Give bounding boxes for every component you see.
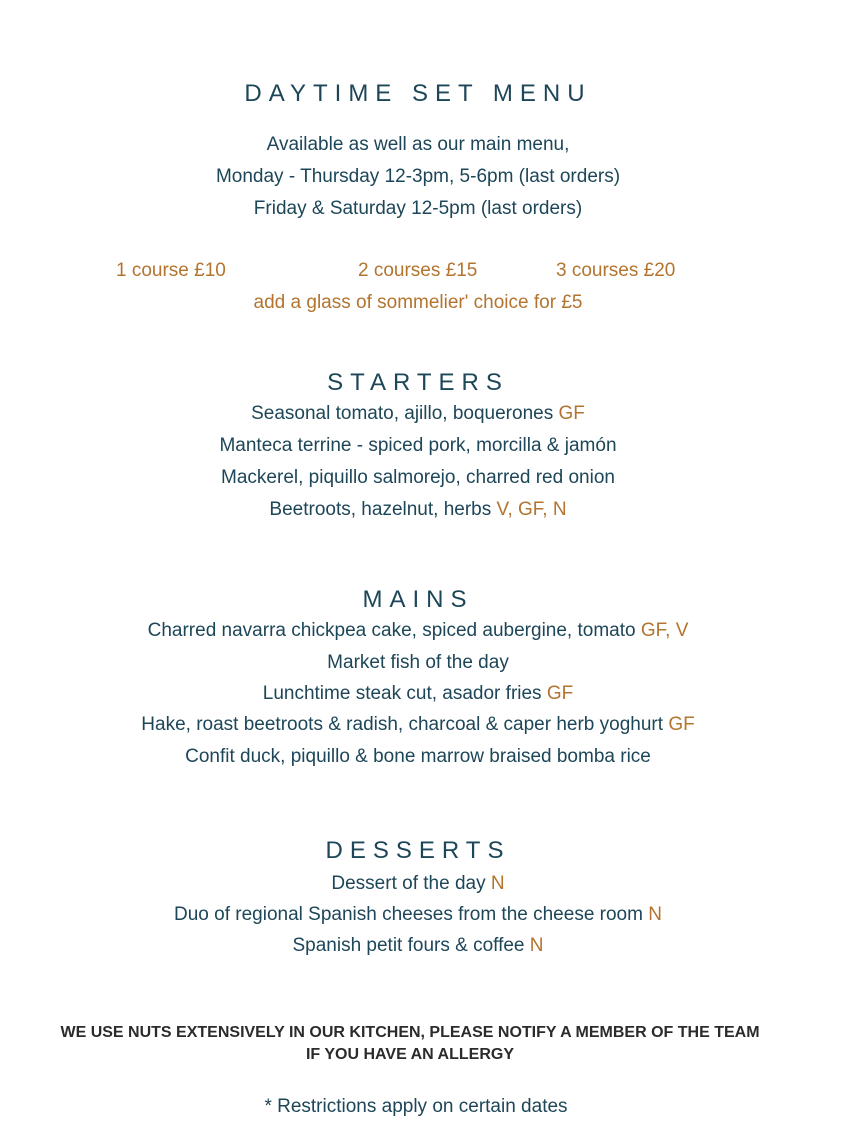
dish-name: Charred navarra chickpea cake, spiced aubergine, tomato — [147, 620, 636, 641]
main-item — [0, 652, 836, 674]
dish-name: Seasonal tomato, ajillo, boquerones — [251, 403, 554, 424]
dish-name: Spanish petit fours & coffee — [292, 935, 525, 956]
price-one-course: 1 course £10 — [116, 260, 226, 281]
dietary-tags: V, GF, N — [496, 499, 567, 520]
dietary-tags: N — [529, 935, 544, 956]
starter-item — [0, 467, 836, 489]
main-item — [0, 746, 836, 768]
dish-name: Beetroots, hazelnut, herbs — [269, 499, 492, 520]
dish-name: Mackerel, piquillo salmorejo, charred red onion — [221, 467, 615, 488]
restrictions-footnote: * Restrictions apply on certain dates — [264, 1096, 568, 1117]
allergy-notice-line-2: IF YOU HAVE AN ALLERGY — [305, 1046, 514, 1063]
dish-name: Lunchtime steak cut, asador fries — [262, 683, 542, 704]
starters-title: STARTERS — [327, 369, 509, 396]
dietary-tags: GF — [546, 683, 574, 704]
dish-name: Confit duck, piquillo & bone marrow braised bomba rice — [185, 746, 651, 767]
allergy-notice — [0, 1022, 820, 1066]
dietary-tags: N — [490, 873, 505, 894]
dessert-item — [0, 873, 836, 895]
dietary-tags: GF — [668, 714, 695, 735]
allergy-notice-line-1: WE USE NUTS EXTENSIVELY IN OUR KITCHEN, PLEASE NOTIFY A MEMBER OF THE TEAM — [60, 1024, 760, 1041]
availability-line-1: Available as well as our main menu, — [266, 134, 570, 155]
availability-line-2: Monday - Thursday 12-3pm, 5-6pm (last orders) — [215, 166, 621, 187]
price-two-courses: 2 courses £15 — [358, 260, 478, 281]
wine-offer: add a glass of sommelier' choice for £5 — [253, 292, 583, 313]
main-item — [0, 683, 836, 705]
availability-line-3: Friday & Saturday 12-5pm (last orders) — [253, 198, 583, 219]
dietary-tags: GF — [558, 403, 585, 424]
dietary-tags: N — [648, 904, 662, 925]
dish-name: Duo of regional Spanish cheeses from the cheese room — [174, 904, 643, 925]
dessert-item — [0, 904, 836, 926]
dish-name: Manteca terrine - spiced pork, morcilla & jamón — [219, 435, 617, 456]
price-three-courses: 3 courses £20 — [556, 260, 676, 281]
desserts-title: DESSERTS — [325, 837, 511, 864]
dish-name: Hake, roast beetroots & radish, charcoal & caper herb yoghurt — [141, 714, 664, 735]
main-item — [0, 620, 836, 642]
starter-item — [0, 499, 836, 521]
main-item — [0, 714, 836, 736]
starter-item — [0, 435, 836, 457]
menu-title: DAYTIME SET MENU — [244, 80, 592, 107]
dessert-item — [0, 935, 836, 957]
dietary-tags: GF, V — [640, 620, 689, 641]
dish-name: Dessert of the day — [331, 873, 486, 894]
dish-name: Market fish of the day — [327, 652, 509, 673]
mains-title: MAINS — [362, 586, 474, 613]
starter-item — [0, 403, 836, 425]
